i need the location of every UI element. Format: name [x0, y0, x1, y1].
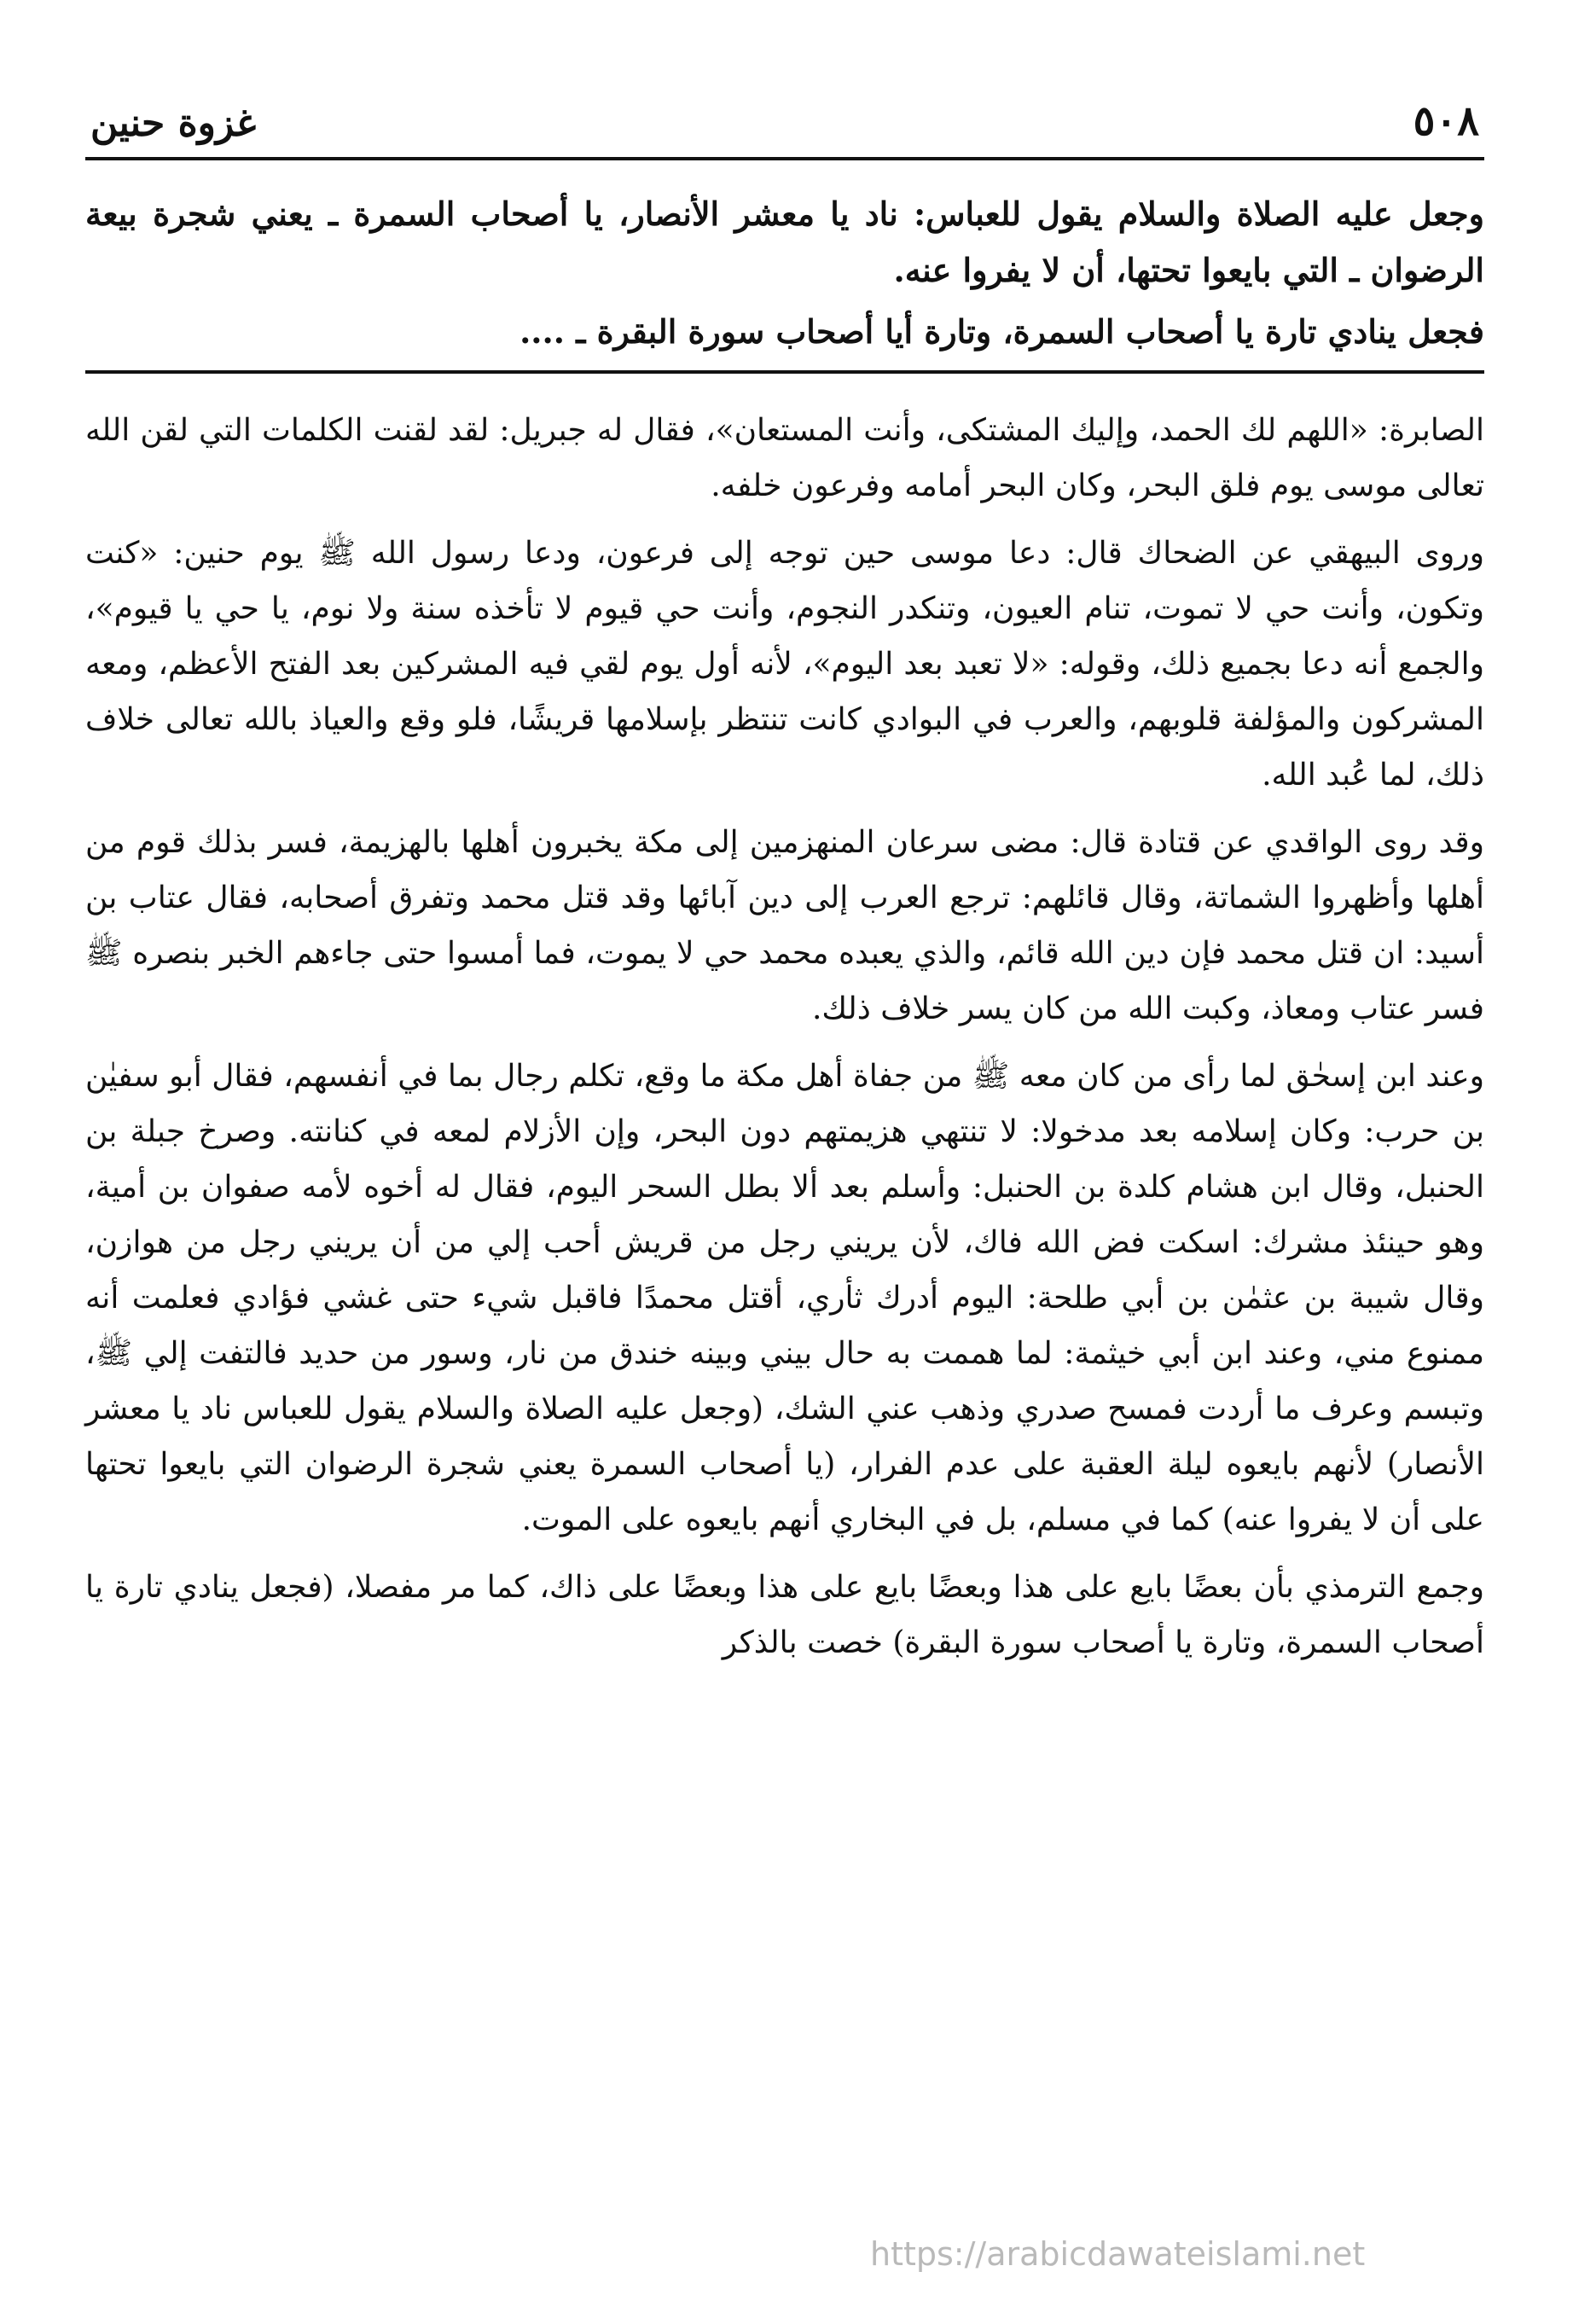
commentary-text — [85, 403, 1484, 1670]
commentary-paragraph: وعند ابن إسحٰق لما رأى من كان معه ﷺ من جفاة أهل مكة ما وقع، تكلم رجال بما في أنفسهم، فقال أبو سفيٰن بن حرب: وكان إسلامه بعد مدخولا: لا تنتهي هزيمتهم دون البحر، وإن الأزلام لمعه في كنانته. وصرخ جبلة بن الحنبل، وقال ابن هشام كلدة بن الحنبل: وأسلم بعد ألا بطل السحر اليوم، فقال له أخوه لأمه صفوان بن أمية، وهو حينئذ مشرك: اسكت فض الله فاك، لأن يريني رجل من قريش أحب إلي من أن يريني رجل من هوازن، وقال شيبة بن عثمٰن بن أبي طلحة: اليوم أدرك ثأري، أقتل محمدًا فاقبل شيء حتى غشي فؤادي فعلمت أنه ممنوع مني، وعند ابن أبي خيثمة: لما هممت به حال بيني وبينه خندق من نار، وسور من حديد فالتفت إلي ﷺ، وتبسم وعرف ما أردت فمسح صدري وذهب عني الشك، (وجعل عليه الصلاة والسلام يقول للعباس ناد يا معشر الأنصار) لأنهم بايعوه ليلة العقبة على عدم الفرار، (يا أصحاب السمرة يعني شجرة الرضوان التي بايعوا تحتها على أن لا يفروا عنه) كما في مسلم، بل في البخاري أنهم بايعوه على الموت. — [85, 1059, 1484, 1537]
page-header — [85, 77, 1484, 160]
main-text — [85, 186, 1484, 360]
page — [85, 77, 1484, 2295]
commentary-paragraph: وروى البيهقي عن الضحاك قال: دعا موسى حين توجه إلى فرعون، ودعا رسول الله ﷺ يوم حنين: «كنت وتكون، وأنت حي لا تموت، تنام العيون، وتنكدر النجوم، وأنت حي قيوم لا تأخذه سنة ولا نوم، يا حي يا قيوم»، والجمع أنه دعا بجميع ذلك، وقوله: «لا تعبد بعد اليوم»، لأنه أول يوم لقي فيه المشركين بعد الفتح الأعظم، ومعه المشركون والمؤلفة قلوبهم، والعرب في البوادي كانت تنتظر بإسلامها قريشًا، فلو وقع والعياذ بالله تعالى خلاف ذلك، لما عُبد الله. — [85, 536, 1484, 793]
commentary-paragraph: وقد روى الواقدي عن قتادة قال: مضى سرعان المنهزمين إلى مكة يخبرون أهلها بالهزيمة، فسر بذلك قوم من أهلها وأظهروا الشماتة، وقال قائلهم: ترجع العرب إلى دين آبائها وقد قتل محمد وتفرق أصحابه، فقال عتاب بن أسيد: ان قتل محمد فإن دين الله قائم، والذي يعبده محمد حي لا يموت، فما أمسوا حتى جاءهم الخبر بنصره ﷺ فسر عتاب ومعاذ، وكبت الله من كان يسر خلاف ذلك. — [85, 825, 1484, 1026]
commentary-paragraph: الصابرة: «اللهم لك الحمد، وإليك المشتكى، وأنت المستعان»، فقال له جبريل: لقد لقنت الكلمات التي لقن الله تعالى موسى يوم فلق البحر، وكان البحر أمامه وفرعون خلفه. — [85, 413, 1484, 503]
running-title: غزوة حنين — [90, 102, 257, 145]
main-text-paragraph: فجعل ينادي تارة يا أصحاب السمرة، وتارة أيا أصحاب سورة البقرة ـ .... — [519, 312, 1484, 351]
separator-rule — [85, 370, 1484, 374]
watermark-url: https://arabicdawateislami.net — [870, 2235, 1366, 2273]
commentary-paragraph: وجمع الترمذي بأن بعضًا بايع على هذا وبعضًا بايع على هذا وبعضًا على ذاك، كما مر مفصلا، (فجعل ينادي تارة يا أصحاب السمرة، وتارة يا أصحاب سورة البقرة) خصت بالذكر — [85, 1570, 1484, 1660]
page-number: ٥٠٨ — [1413, 97, 1479, 145]
main-text-paragraph: وجعل عليه الصلاة والسلام يقول للعباس: ناد يا معشر الأنصار، يا أصحاب السمرة ـ يعني شجرة بيعة الرضوان ـ التي بايعوا تحتها، أن لا يفروا عنه. — [85, 195, 1484, 289]
